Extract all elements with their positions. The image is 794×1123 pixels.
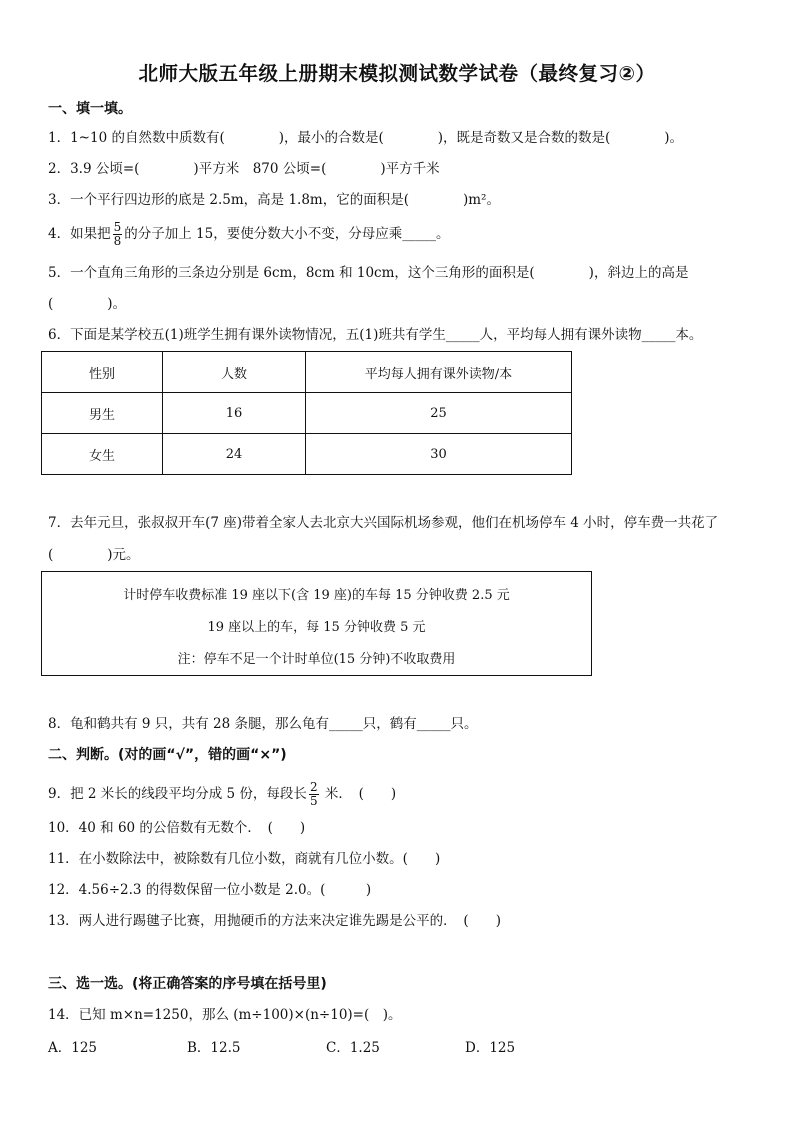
question-9-suffix: 米． ( ) (320, 786, 397, 802)
parking-fee-note: 注：停车不足一个计时单位(15 分钟)不收取费用 (177, 652, 456, 667)
table-row (42, 434, 572, 475)
fraction-numerator: 5 (113, 220, 122, 234)
table-header-cell: 人数 (163, 352, 306, 393)
question-12: 12．4.56÷2.3 的得数保留一位小数是 2.0。( ) (48, 882, 372, 898)
question-7-line-2: ( )元。 (48, 547, 140, 563)
question-4-prefix: 4．如果把 (48, 226, 111, 242)
question-8: 8．龟和鹤共有 9 只，共有 28 条腿，那么龟有_____只，鹤有_____只。 (48, 716, 478, 732)
question-11: 11．在小数除法中，被除数有几位小数，商就有几位小数。( ) (48, 851, 441, 867)
option-b: B．12.5 (187, 1040, 241, 1056)
question-10: 10．40 和 60 的公倍数有无数个． ( ) (48, 820, 306, 836)
section-heading-fill-in: 一、填一填。 (48, 101, 132, 117)
table-cell: 男生 (42, 393, 163, 434)
parking-fee-box (41, 571, 592, 676)
question-3: 3．一个平行四边形的底是 2.5m，高是 1.8m，它的面积是( )m²。 (48, 192, 500, 208)
question-9-prefix: 9．把 2 米长的线段平均分成 5 份，每段长 (48, 786, 307, 802)
table-header-row (42, 352, 572, 393)
page-title: 北师大版五年级上册期末模拟测试数学试卷（最终复习②） (138, 62, 656, 85)
question-1: 1．1~10 的自然数中质数有( )，最小的合数是( )，既是奇数又是合数的数是( )。 (48, 130, 684, 146)
question-5-line-2: ( )。 (48, 296, 127, 312)
reading-materials-table (41, 351, 572, 475)
fraction-denominator: 8 (113, 234, 122, 248)
question-7-line-1: 7．去年元旦，张叔叔开车(7 座)带着全家人去北京大兴国际机场参观，他们在机场停车 4 小时，停车费一共花了 (48, 515, 719, 531)
question-9 (48, 781, 396, 808)
parking-fee-line-1: 计时停车收费标准 19 座以下(含 19 座)的车每 15 分钟收费 2.5 元 (123, 588, 510, 603)
fraction-numerator: 2 (309, 780, 318, 794)
table-cell: 16 (163, 393, 306, 434)
table-cell: 30 (306, 434, 572, 475)
fraction-2-5 (309, 781, 319, 808)
question-2: 2．3.9 公顷=( )平方米 870 公顷=( )平方千米 (48, 161, 440, 177)
question-5-line-1: 5．一个直角三角形的三条边分别是 6cm，8cm 和 10cm，这个三角形的面积是( )，斜边上的高是 (48, 265, 689, 281)
table-header-cell: 性别 (42, 352, 163, 393)
question-13: 13．两人进行踢毽子比赛，用抛硬币的方法来决定谁先踢是公平的． ( ) (48, 913, 501, 929)
option-a: A．125 (48, 1040, 98, 1056)
parking-fee-line-2: 19 座以上的车，每 15 分钟收费 5 元 (207, 620, 426, 635)
question-6: 6．下面是某学校五(1)班学生拥有课外读物情况，五(1)班共有学生_____人，平均每人拥有课外读物_____本。 (48, 327, 703, 343)
option-d: D．125 (465, 1040, 516, 1056)
question-4-suffix: 的分子加上 15，要使分数大小不变，分母应乘_____。 (124, 226, 450, 242)
section-heading-true-false: 二、判断。(对的画“√”，错的画“×”) (48, 747, 287, 763)
table-cell: 24 (163, 434, 306, 475)
question-14: 14．已知 m×n=1250，那么 (m÷100)×(n÷10)=( )。 (48, 1007, 402, 1023)
option-c: C．1.25 (326, 1040, 380, 1056)
table-cell: 25 (306, 393, 572, 434)
section-heading-multiple-choice: 三、选一选。(将正确答案的序号填在括号里) (48, 976, 327, 992)
table-cell: 女生 (42, 434, 163, 475)
fraction-5-8 (113, 221, 123, 248)
question-4 (48, 221, 449, 248)
table-row (42, 393, 572, 434)
fraction-denominator: 5 (309, 794, 318, 808)
table-header-cell: 平均每人拥有课外读物/本 (306, 352, 572, 393)
